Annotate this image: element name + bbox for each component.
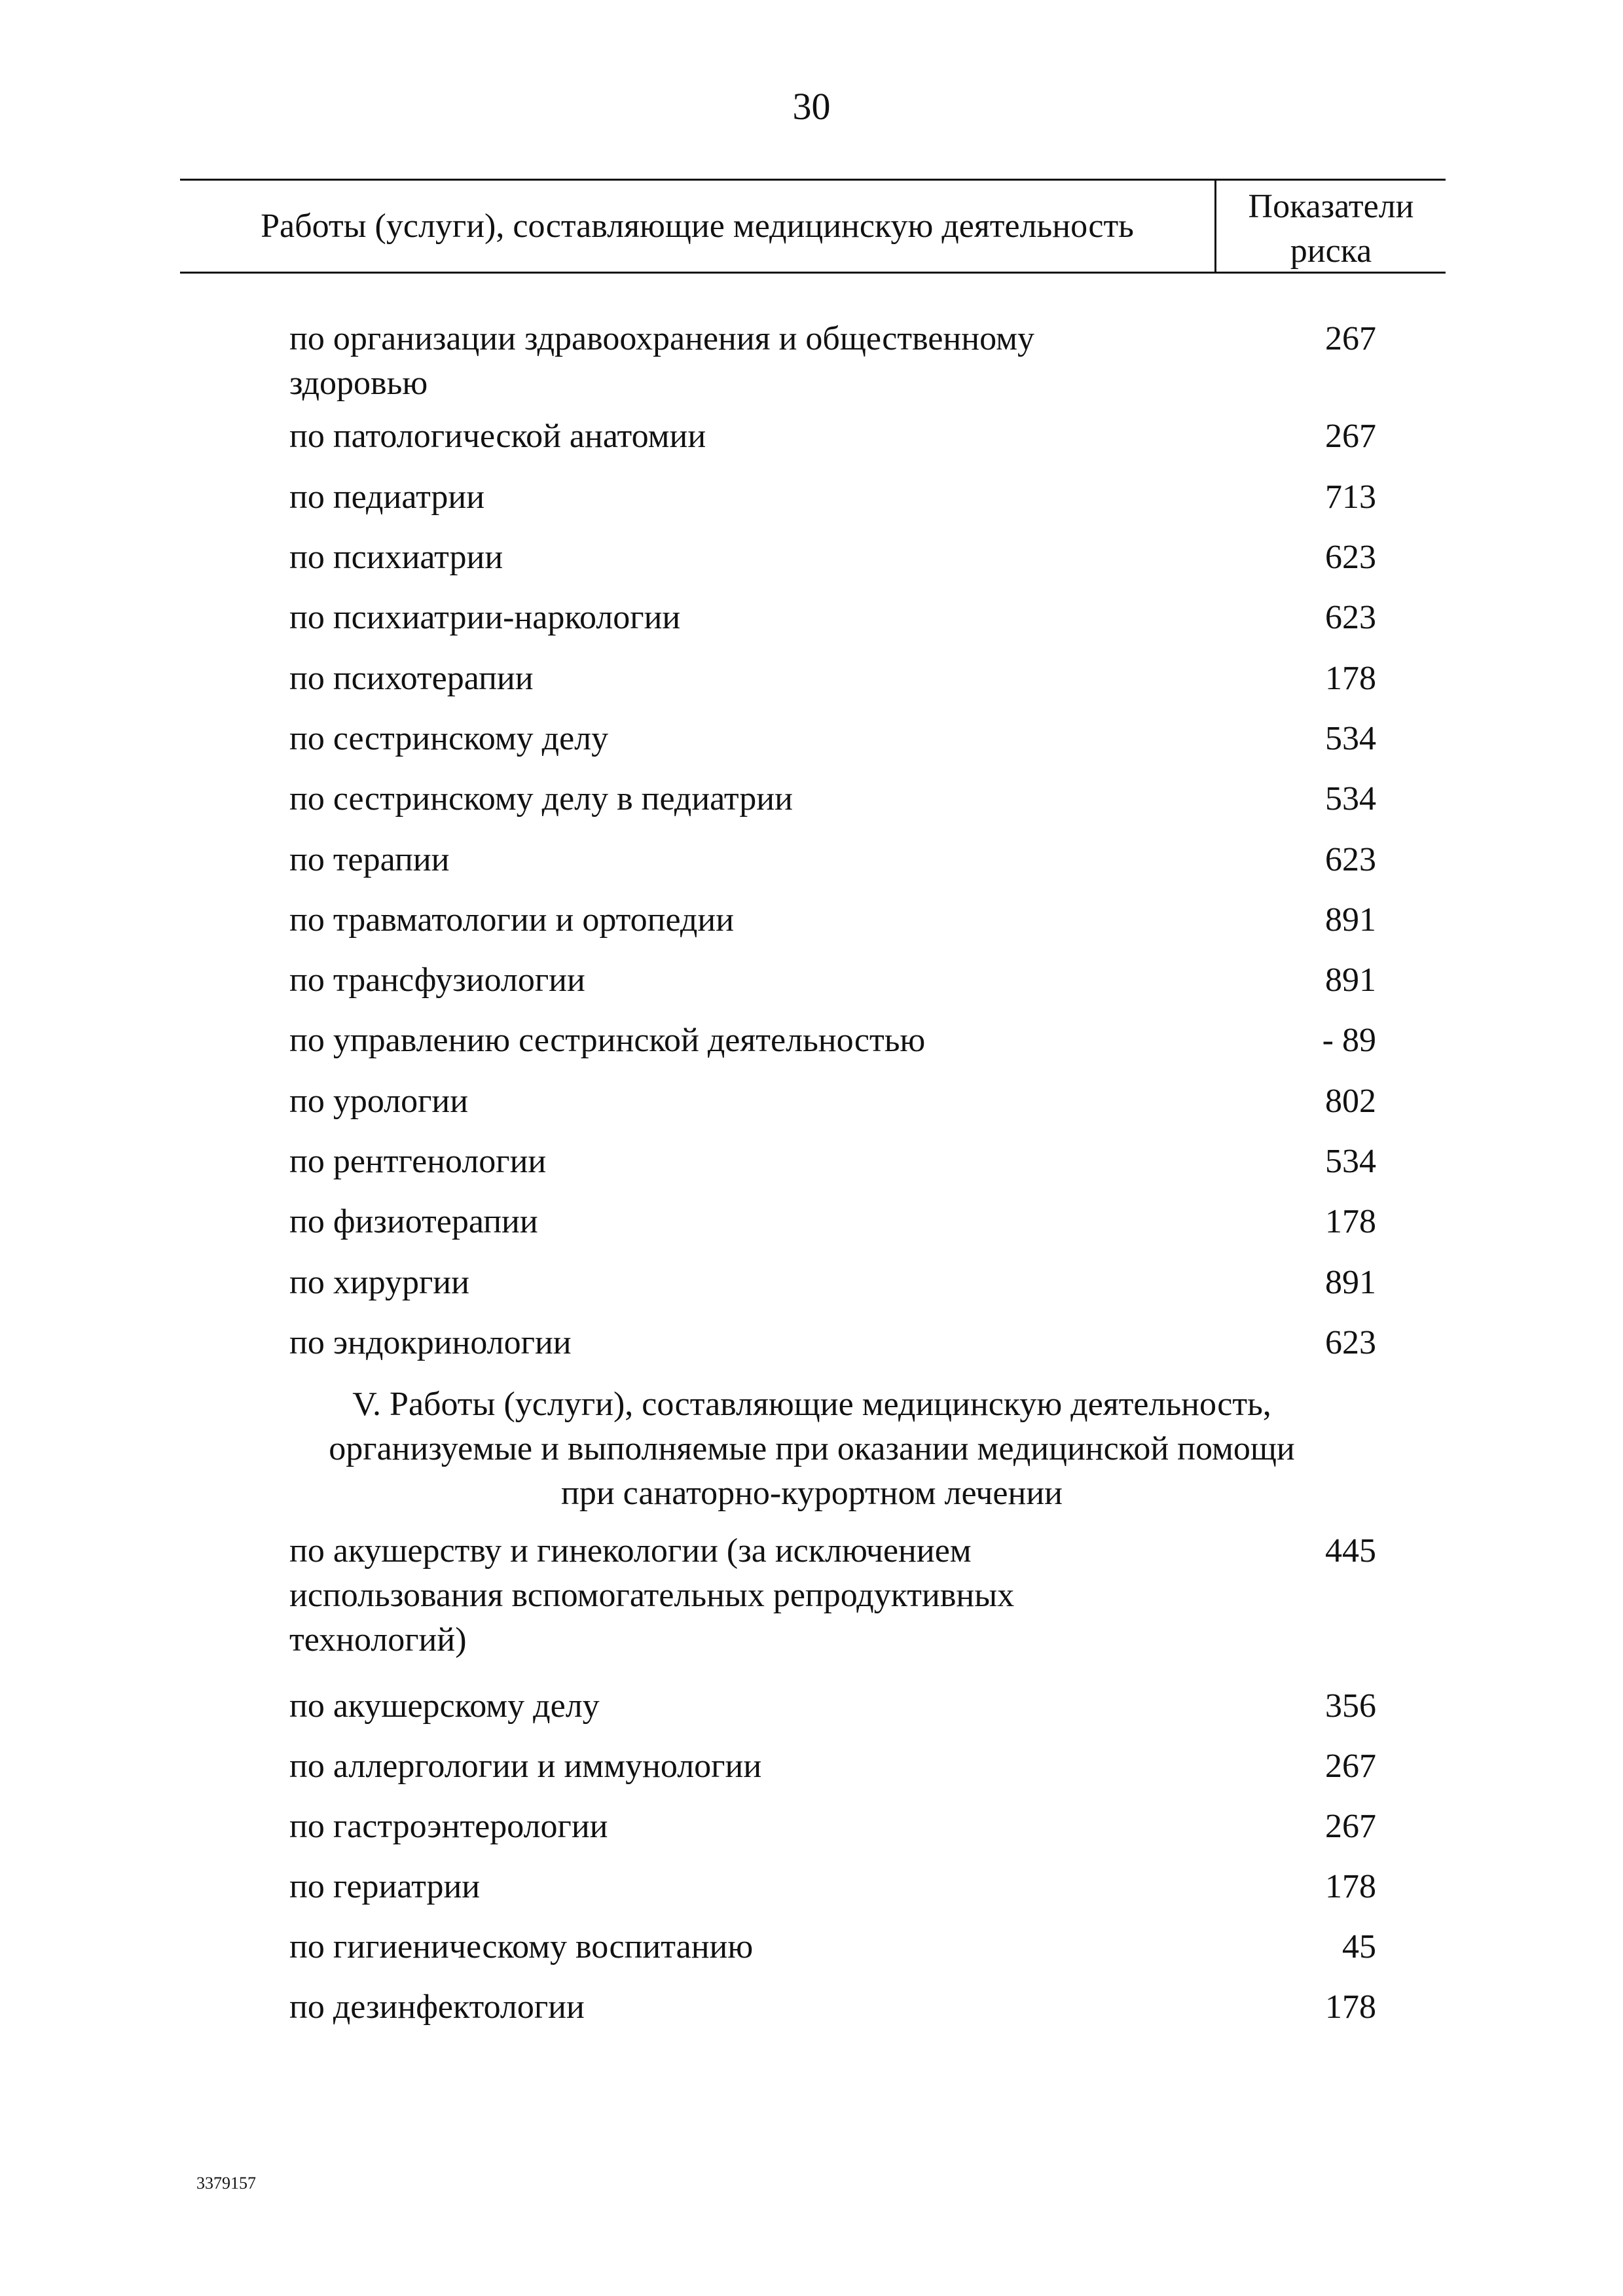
section-heading-line: при санаторно-курортном лечении [561, 1475, 1063, 1512]
section-heading-line: V. Работы (услуги), составляющие медицинскую деятельность, [352, 1386, 1271, 1423]
risk-value: 178 [1325, 1868, 1376, 1905]
work-name-line: по акушерству и гинекологии (за исключением [289, 1532, 972, 1570]
work-name-line: по дезинфектологии [289, 1988, 585, 2026]
work-name-line: по психотерапии [289, 660, 534, 697]
risk-value: 356 [1325, 1687, 1376, 1725]
work-name-line: по эндокринологии [289, 1324, 572, 1361]
work-name [289, 1804, 1271, 1849]
work-name-line: по гастроэнтерологии [289, 1808, 608, 1845]
work-name [289, 414, 1271, 459]
risk-value: - 89 [1322, 1022, 1376, 1059]
work-name-line: по хирургии [289, 1264, 469, 1301]
risk-value: 534 [1325, 720, 1376, 757]
work-name [289, 1139, 1271, 1184]
work-name [289, 317, 1271, 406]
work-name [289, 535, 1271, 580]
page-number: 30 [792, 85, 831, 128]
header-works-column: Работы (услуги), составляющие медицинскую деятельность [180, 181, 1216, 272]
work-name-line: здоровью [289, 365, 428, 402]
work-name [289, 1985, 1271, 2030]
work-name-line: по психиатрии [289, 539, 503, 576]
work-name-line: по педиатрии [289, 478, 485, 516]
work-name-line: использования вспомогательных репродуктивных [289, 1577, 1015, 1614]
section-heading [196, 1382, 1427, 1516]
work-name [289, 1079, 1271, 1124]
work-name [289, 1865, 1271, 1909]
work-name [289, 898, 1271, 942]
risk-value: 534 [1325, 780, 1376, 817]
risk-value: 178 [1325, 1203, 1376, 1240]
work-name-line: по психиатрии-наркологии [289, 599, 681, 636]
work-name [289, 838, 1271, 882]
risk-value: 267 [1325, 1808, 1376, 1845]
risk-value: 267 [1325, 320, 1376, 357]
work-name [289, 1261, 1271, 1305]
risk-value: 534 [1325, 1143, 1376, 1180]
work-name-line: по рентгенологии [289, 1143, 547, 1180]
work-name [289, 1925, 1271, 1969]
risk-value: 802 [1325, 1083, 1376, 1120]
work-name-line: технологий) [289, 1621, 467, 1659]
work-name [289, 717, 1271, 761]
work-name-line: по сестринскому делу в педиатрии [289, 780, 793, 817]
work-name-line: по организации здравоохранения и общественному [289, 320, 1035, 357]
work-name [289, 1321, 1271, 1365]
risk-value: 267 [1325, 418, 1376, 455]
header-risk-line: риска [1290, 232, 1372, 270]
work-name [289, 958, 1271, 1003]
risk-value: 623 [1325, 841, 1376, 878]
risk-value: 891 [1325, 901, 1376, 939]
risk-value: 891 [1325, 1264, 1376, 1301]
work-name-line: по управлению сестринской деятельностью [289, 1022, 926, 1059]
risk-value: 623 [1325, 1324, 1376, 1361]
risk-value: 891 [1325, 961, 1376, 999]
work-name-line: по травматологии и ортопедии [289, 901, 735, 939]
risk-value: 178 [1325, 660, 1376, 697]
work-name-line: по терапии [289, 841, 450, 878]
risk-value: 623 [1325, 539, 1376, 576]
work-name [289, 1200, 1271, 1244]
risk-value: 267 [1325, 1748, 1376, 1785]
work-name-line: по аллергологии и иммунологии [289, 1748, 762, 1785]
work-name [289, 1018, 1271, 1063]
work-name-line: по гериатрии [289, 1868, 481, 1905]
document-code: 3379157 [196, 2174, 256, 2193]
header-risk-line: Показатели [1248, 188, 1414, 225]
work-name [289, 1744, 1271, 1789]
work-name-line: по физиотерапии [289, 1203, 538, 1240]
work-name-line: по урологии [289, 1083, 469, 1120]
work-name-line: по сестринскому делу [289, 720, 609, 757]
work-name [289, 656, 1271, 701]
work-name [289, 777, 1271, 821]
work-name-line: по трансфузиологии [289, 961, 585, 999]
risk-value: 623 [1325, 599, 1376, 636]
risk-value: 45 [1342, 1928, 1376, 1965]
work-name-line: по акушерскому делу [289, 1687, 600, 1725]
work-name-line: по патологической анатомии [289, 418, 706, 455]
risk-value: 713 [1325, 478, 1376, 516]
work-name [289, 475, 1271, 520]
work-name [289, 1684, 1271, 1729]
section-heading-line: организуемые и выполняемые при оказании медицинской помощи [329, 1430, 1295, 1467]
risk-value: 178 [1325, 1988, 1376, 2026]
work-name-line: по гигиеническому воспитанию [289, 1928, 754, 1965]
work-name [289, 1529, 1271, 1662]
work-name [289, 596, 1271, 640]
risk-value: 445 [1325, 1532, 1376, 1570]
